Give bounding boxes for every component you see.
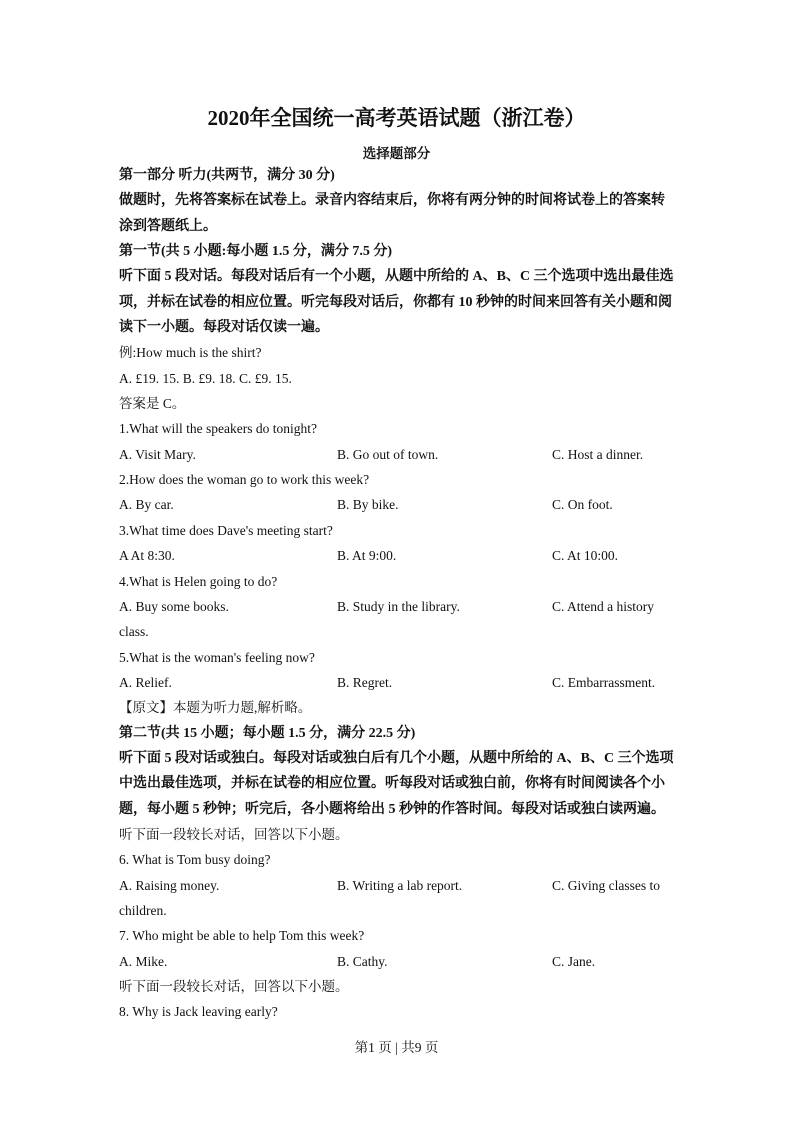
option-c: C. On foot. xyxy=(552,497,613,513)
text-line: 4.What is Helen going to do? xyxy=(119,573,278,589)
option-a: A. By car. xyxy=(119,497,174,513)
text-line: 1.What will the speakers do tonight? xyxy=(119,421,317,437)
text-line: 【原文】本题为听力题,解析略。 xyxy=(119,700,312,716)
option-a: A At 8:30. xyxy=(119,548,175,564)
document-title: 2020年全国统一高考英语试题（浙江卷） xyxy=(207,106,586,130)
instruction-line: 题，每小题 5 秒钟；听完后，各小题将给出 5 秒钟的作答时间。每段对话或独白读两遍。 xyxy=(119,801,665,817)
option-b: B. Cathy. xyxy=(337,953,388,969)
answer-options xyxy=(119,442,679,467)
section-subtitle: 选择题部分 xyxy=(362,146,431,161)
text-line: 5.What is the woman's feeling now? xyxy=(119,649,315,665)
instruction-line: 读下一小题。每段对话仅读一遍。 xyxy=(119,320,329,336)
option-b: B. At 9:00. xyxy=(337,548,397,564)
option-a: A. Raising money. xyxy=(119,877,220,893)
option-a: A. Relief. xyxy=(119,674,172,690)
instruction-line: 中选出最佳选项，并标在试卷的相应位置。听每段对话或独白前，你将有时间阅读各个小 xyxy=(119,776,665,792)
option-a: A. Buy some books. xyxy=(119,598,229,614)
option-c: C. Jane. xyxy=(552,953,596,969)
option-b: B. Study in the library. xyxy=(337,598,460,614)
instruction-line: 项，并标在试卷的相应位置。听完每段对话后，你都有 10 秒钟的时间来回答有关小题和阅 xyxy=(119,294,672,310)
instruction-line: 第二节(共 15 小题；每小题 1.5 分，满分 22.5 分) xyxy=(119,725,416,741)
document-body xyxy=(119,163,679,1025)
text-line: children. xyxy=(119,902,167,918)
instruction-line: 做题时，先将答案标在试卷上。录音内容结束后，你将有两分钟的时间将试卷上的答案转 xyxy=(119,193,665,209)
option-c: C. Attend a history xyxy=(552,598,654,614)
instruction-line: 听下面 5 段对话。每段对话后有一个小题，从题中所给的 A、B、C 三个选项中选出最佳选 xyxy=(119,269,674,285)
text-line: 例:How much is the shirt? xyxy=(119,345,262,361)
text-line: 6. What is Tom busy doing? xyxy=(119,852,271,868)
text-line: 8. Why is Jack leaving early? xyxy=(119,1004,278,1020)
text-line: 答案是 C。 xyxy=(119,396,186,412)
option-b: B. Regret. xyxy=(337,674,393,690)
option-a: A. Visit Mary. xyxy=(119,446,196,462)
option-a: A. Mike. xyxy=(119,953,168,969)
answer-options xyxy=(119,492,679,517)
answer-options xyxy=(119,873,679,898)
instruction-line: 第一节(共 5 小题:每小题 1.5 分，满分 7.5 分) xyxy=(119,244,392,260)
option-b: B. By bike. xyxy=(337,497,399,513)
instruction-line: 涂到答题纸上。 xyxy=(119,218,217,234)
text-line: 2.How does the woman go to work this week? xyxy=(119,472,370,488)
answer-options xyxy=(119,949,679,974)
option-c: C. Giving classes to xyxy=(552,877,660,893)
text-line: 听下面一段较长对话，回答以下小题。 xyxy=(119,979,349,994)
text-line: 7. Who might be able to help Tom this week? xyxy=(119,928,365,944)
option-c: C. At 10:00. xyxy=(552,548,619,564)
answer-options xyxy=(119,543,679,568)
instruction-line: 第一部分 听力(共两节，满分 30 分) xyxy=(119,168,335,183)
instruction-line: 听下面 5 段对话或独白。每段对话或独白后有几个小题，从题中所给的 A、B、C 三个选项 xyxy=(119,750,674,766)
text-line: class. xyxy=(119,624,149,640)
option-c: C. Host a dinner. xyxy=(552,446,644,462)
text-line: 3.What time does Dave's meeting start? xyxy=(119,522,333,538)
text-line: 听下面一段较长对话，回答以下小题。 xyxy=(119,826,349,842)
option-b: B. Writing a lab report. xyxy=(337,877,463,893)
option-b: B. Go out of town. xyxy=(337,446,439,462)
answer-options xyxy=(119,594,679,619)
answer-options xyxy=(119,670,679,695)
text-line: A. £19. 15. B. £9. 18. C. £9. 15. xyxy=(119,370,292,386)
page-footer: 第1 页 | 共9 页 xyxy=(354,1040,439,1055)
option-c: C. Embarrassment. xyxy=(552,674,656,690)
